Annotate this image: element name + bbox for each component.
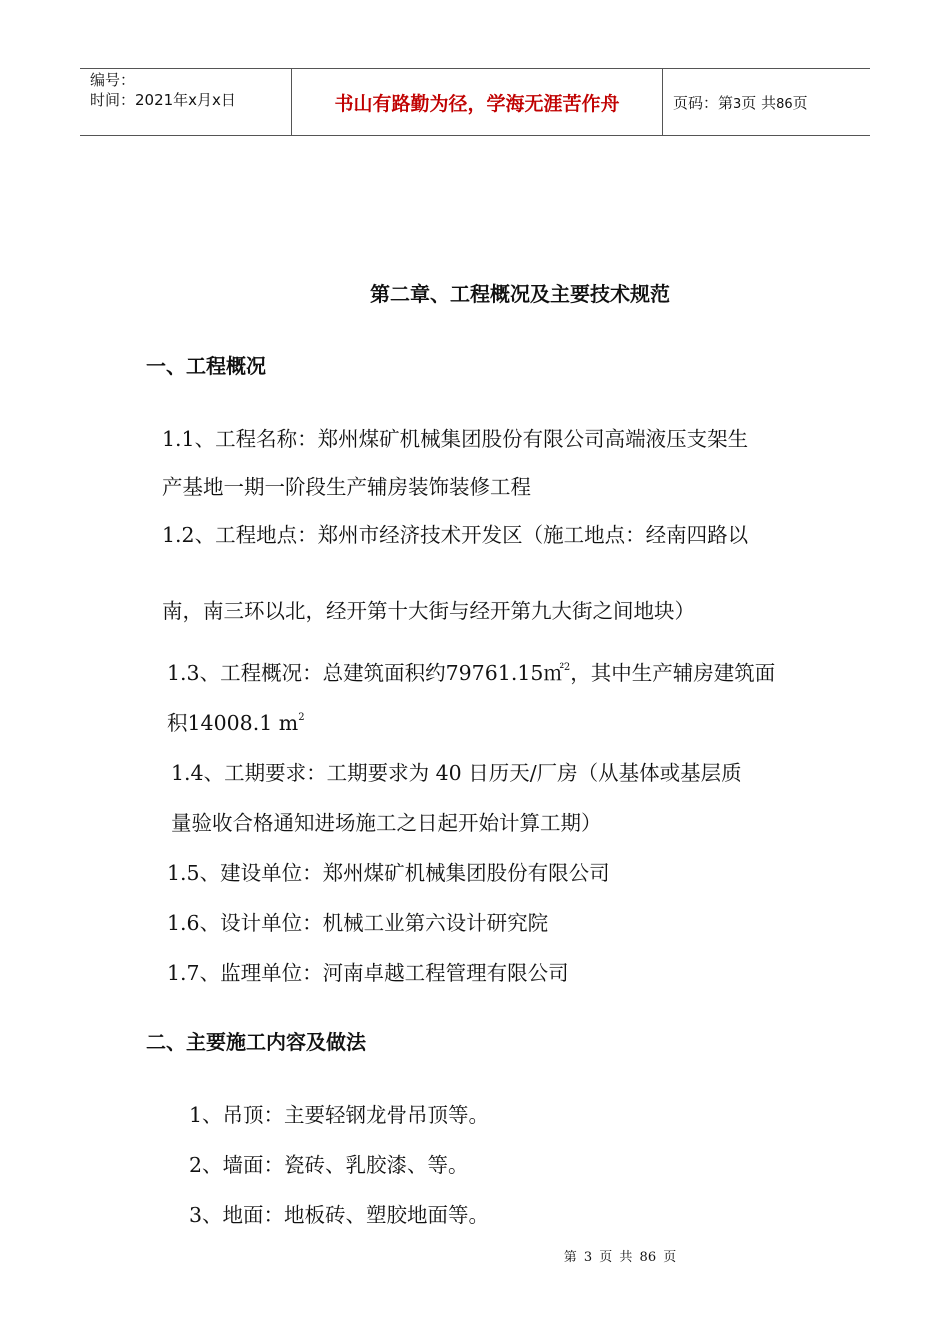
body-line-1-1b: 产基地一期一阶段生产辅房装饰装修工程	[162, 475, 531, 499]
chapter-title: 第二章、工程概况及主要技术规范	[370, 282, 670, 306]
superscript-1: 2	[563, 662, 571, 673]
body-line-1-7: 1.7、监理单位：河南卓越工程管理有限公司	[167, 961, 569, 985]
document-number-label: 编号：	[90, 71, 136, 89]
body-line-1-4b: 量验收合格通知进场施工之日起开始计算工期）	[171, 811, 602, 835]
page-footer: 第 3 页 共 86 页	[563, 1250, 677, 1265]
header-page-info	[663, 69, 871, 136]
area-total-text: 1.3、工程概况：总建筑面积约79761.15㎡	[167, 661, 564, 685]
body-line-1-1a: 1.1、工程名称：郑州煤矿机械集团股份有限公司高端液压支架生	[162, 427, 749, 451]
header-table	[80, 68, 870, 136]
body-line-1-4a: 1.4、工期要求：工期要求为 40 日历天/厂房（从基体或基层质	[171, 761, 742, 785]
list-item-wall: 2、墙面：瓷砖、乳胶漆、等。	[189, 1153, 469, 1177]
area-rest-text: ，其中生产辅房建筑面	[570, 661, 776, 685]
document-time-label: 时间：2021年x月x日	[90, 91, 236, 109]
list-item-floor: 3、地面：地板砖、塑胶地面等。	[189, 1203, 490, 1227]
section-heading-overview: 一、工程概况	[146, 354, 266, 378]
list-item-ceiling: 1、吊顶：主要轻钢龙骨吊顶等。	[189, 1103, 490, 1127]
page-total: 86	[776, 96, 793, 112]
body-line-1-3b	[167, 706, 305, 736]
page-mid: 页 共	[741, 93, 777, 112]
section-heading-construction: 二、主要施工内容及做法	[146, 1030, 366, 1054]
body-line-1-2a: 1.2、工程地点：郑州市经济技术开发区（施工地点：经南四路以	[162, 523, 749, 547]
page-prefix: 页码：第	[673, 93, 734, 112]
area-aux-text: 积14008.1 m	[167, 711, 299, 735]
header-meta	[80, 69, 292, 136]
page-suffix: 页	[792, 93, 808, 112]
body-line-1-5: 1.5、建设单位：郑州煤矿机械集团股份有限公司	[167, 861, 610, 885]
body-line-1-6: 1.6、设计单位：机械工业第六设计研究院	[167, 911, 549, 935]
header-motto: 书山有路勤为径，学海无涯苦作舟	[292, 69, 663, 136]
body-line-1-2b: 南，南三环以北，经开第十大街与经开第九大街之间地块）	[162, 599, 695, 623]
page-current: 3	[733, 96, 742, 112]
superscript-2: 2	[298, 712, 305, 723]
body-line-1-3a	[167, 656, 775, 686]
